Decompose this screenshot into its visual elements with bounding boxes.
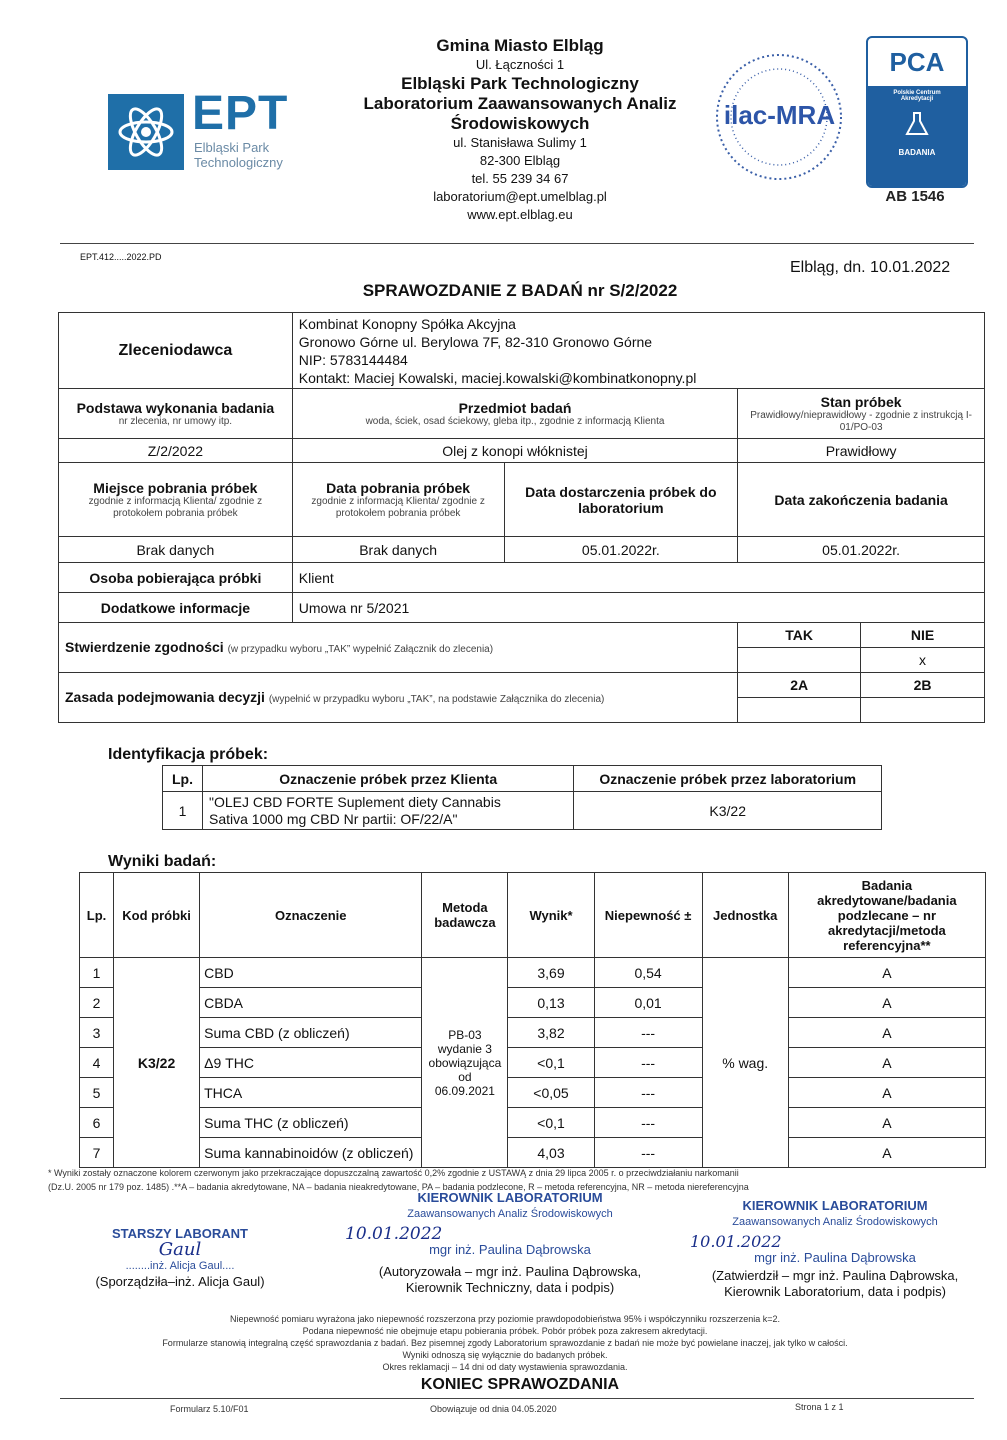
decision-2b: 2B <box>861 673 985 698</box>
ident-title: Identyfikacja próbek: <box>108 746 269 763</box>
res-niep: 0,54 <box>594 958 702 988</box>
signature-caption-2: Kierownik Laboratorium, data i podpis) <box>724 1284 946 1299</box>
res-wyn: 3,82 <box>508 1018 594 1048</box>
extra-info-label: Dodatkowe informacje <box>59 593 293 623</box>
res-ozn: THCA <box>200 1078 422 1108</box>
subject-value: Olej z konopi włóknistej <box>292 439 737 463</box>
res-akr: A <box>788 958 985 988</box>
conformity-nie: NIE <box>861 623 985 648</box>
res-wyn: 0,13 <box>508 988 594 1018</box>
footer-divider <box>60 1398 974 1399</box>
signer-name: ........inż. Alicja Gaul.... <box>125 1260 235 1272</box>
res-lp: 1 <box>80 958 114 988</box>
results-note-1: * Wyniki zostały oznaczone kolorem czerwonym jako przekraczające dopuszczalną zawartość 0,2% zgodnie z USTAWĄ z dnia 29 lipca 2005 r. o przeciwdziałaniu narkomanii <box>48 1168 739 1178</box>
res-h-niep: Niepewność ± <box>594 873 702 958</box>
sample-date-label: Data pobrania próbek zgodnie z informacją Klienta/ zgodnie z protokołem pobrania próbek <box>292 463 504 537</box>
res-niep: --- <box>594 1138 702 1168</box>
phone: tel. 55 239 34 67 <box>471 171 569 186</box>
ept-logo <box>108 87 298 172</box>
res-ozn: Suma kannabinoidów (z obliczeń) <box>200 1138 422 1168</box>
org-line-1: Gmina Miasto Elbląg <box>436 36 604 55</box>
conformity-nie-mark: x <box>861 648 985 673</box>
place-label: Miejsce pobrania próbek zgodnie z informacją Klienta/ zgodnie z protokołem pobrania próbek <box>59 463 293 537</box>
res-wyn: <0,1 <box>508 1108 594 1138</box>
report-title: SPRAWOZDANIE Z BADAŃ nr S/2/2022 <box>362 281 678 300</box>
stamp-subtitle: Zaawansowanych Analiz Środowiskowych <box>407 1208 613 1220</box>
res-h-met: Metoda badawcza <box>422 873 508 958</box>
footer-notes: Niepewność pomiaru wyrażona jako niepewność rozszerzona przy poziomie prawdopodobieństwa 95% i współczynniku rozszerzenia k=2. Podana niepewność nie obejmuje etapu pobierania próbek. Pobór próbek poza zakresem akredytacji. Formularze stanowią integralną część sprawozdania z badań. Bez pisemnej zgody Laboratorium sprawozdanie z badań nie może być powielane inaczej, jak tylko w całości. Wyniki odnoszą się wyłącznie do badanych próbek. Okres reklamacji – 14 dni od daty wystawienia sprawozdania. <box>162 1314 848 1372</box>
stamp-starszy-laborant: STARSZY LABORANT <box>111 1226 249 1241</box>
res-akr: A <box>788 1138 985 1168</box>
res-niep: --- <box>594 1108 702 1138</box>
res-wyn: <0,1 <box>508 1048 594 1078</box>
sample-date-value: Brak danych <box>292 537 504 563</box>
pca-sub-2: Akredytacji <box>900 96 934 102</box>
decision-2a: 2A <box>738 673 861 698</box>
end-date-value: 05.01.2022r. <box>738 537 985 563</box>
res-lp: 2 <box>80 988 114 1018</box>
res-akr: A <box>788 1108 985 1138</box>
res-ozn: Suma CBD (z obliczeń) <box>200 1018 422 1048</box>
delivery-date-value: 05.01.2022r. <box>504 537 738 563</box>
basis-label: Podstawa wykonania badania nr zlecenia, nr umowy itp. <box>59 389 293 439</box>
stamp-subtitle: Zaawansowanych Analiz Środowiskowych <box>732 1216 938 1228</box>
org-line-3: Elbląski Park Technologiczny <box>401 74 639 93</box>
ilac-mra-logo <box>712 50 847 185</box>
res-kod: K3/22 <box>114 958 200 1168</box>
website: www.ept.elblag.eu <box>467 207 573 222</box>
res-lp: 7 <box>80 1138 114 1168</box>
handwritten-date: 10.01.2022 <box>345 1224 443 1244</box>
results-title: Wyniki badań: <box>108 853 217 870</box>
res-akr: A <box>788 1018 985 1048</box>
res-niep: --- <box>594 1018 702 1048</box>
org-line-2: Ul. Łączności 1 <box>475 57 565 72</box>
page-number: Strona 1 z 1 <box>795 1402 844 1412</box>
signature-caption-1: (Zatwierdził – mgr inż. Paulina Dąbrowska, <box>711 1268 959 1283</box>
email: laboratorium@ept.umelblag.pl <box>433 189 607 204</box>
signature-caption: (Sporządziła–inż. Alicja Gaul) <box>95 1274 265 1289</box>
form-number: Formularz 5.10/F01 <box>170 1404 249 1414</box>
results-note-2: (Dz.U. 2005 nr 179 poz. 1485) .**A – badania akredytowane, NA – badania nieakredytowane, PA – badania podzlecone, R – metoda referencyjna, NR – metoda niereferencyjna <box>48 1182 749 1192</box>
client-details: Kombinat Konopny Spółka Akcyjna Gronowo Górne ul. Berylowa 7F, 82-310 Gronowo Górne NIP: 5783144484 Kontakt: Maciej Kowalski, maciej.kowalski@kombinatkonopny.pl <box>292 313 984 389</box>
ept-sub-2: Technologiczny <box>194 155 283 170</box>
res-niep: 0,01 <box>594 988 702 1018</box>
handwritten-date: 10.01.2022 <box>690 1232 782 1251</box>
pca-badania: BADANIA <box>898 148 936 157</box>
ident-lab-mark: K3/22 <box>574 792 882 830</box>
stamp-kierownik: KIEROWNIK LABORATORIUM <box>742 1198 928 1213</box>
end-of-report: KONIEC SPRAWOZDANIA <box>420 1376 620 1393</box>
ept-sub-1: Elbląski Park <box>194 140 270 155</box>
res-niep: --- <box>594 1078 702 1108</box>
ident-h-lp: Lp. <box>163 766 203 792</box>
res-akr: A <box>788 988 985 1018</box>
client-label: Zleceniodawca <box>59 313 293 389</box>
res-lp: 4 <box>80 1048 114 1078</box>
conformity-label: Stwierdzenie zgodności (w przypadku wyboru „TAK” wypełnić Załącznik do zlecenia) <box>59 623 738 673</box>
ident-h-lab: Oznaczenie próbek przez laboratorium <box>574 766 882 792</box>
res-ozn: Δ9 THC <box>200 1048 422 1078</box>
res-lp: 5 <box>80 1078 114 1108</box>
atom-icon <box>108 94 184 170</box>
res-h-kod: Kod próbki <box>114 873 200 958</box>
sampler-value: Klient <box>292 563 984 593</box>
signer-name: mgr inż. Paulina Dąbrowska <box>429 1242 591 1257</box>
res-akr: A <box>788 1048 985 1078</box>
res-ozn: CBD <box>200 958 422 988</box>
signature-authorized <box>345 1190 675 1296</box>
ident-lp: 1 <box>163 792 203 830</box>
res-wyn: <0,05 <box>508 1078 594 1108</box>
results-table <box>79 872 986 1168</box>
delivery-date-label: Data dostarczenia próbek do laboratorium <box>504 463 738 537</box>
address-2: 82-300 Elbląg <box>479 153 561 168</box>
res-h-ozn: Oznaczenie <box>200 873 422 958</box>
ident-h-client: Oznaczenie próbek przez Klienta <box>202 766 573 792</box>
signature-approved <box>690 1198 980 1300</box>
signature-caption-1: (Autoryzowała – mgr inż. Paulina Dąbrowska, <box>378 1264 642 1279</box>
org-line-5: Środowiskowych <box>450 114 590 133</box>
org-line-4: Laboratorium Zaawansowanych Analiz <box>363 94 677 113</box>
basis-value: Z/2/2022 <box>59 439 293 463</box>
flask-icon <box>868 110 966 142</box>
ilac-text: ilac-MRA <box>723 100 836 130</box>
signature-caption-2: Kierownik Techniczny, data i podpis) <box>405 1280 615 1295</box>
pca-sub-1: Polskie Centrum <box>893 90 941 96</box>
res-niep: --- <box>594 1048 702 1078</box>
subject-label: Przedmiot badań woda, ściek, osad ściekowy, gleba itp., zgodnie z informacją Klienta <box>292 389 737 439</box>
res-h-lp: Lp. <box>80 873 114 958</box>
conformity-tak: TAK <box>738 623 861 648</box>
report-info-table <box>58 312 985 723</box>
place-value: Brak danych <box>59 537 293 563</box>
header-divider <box>60 243 974 244</box>
res-wyn: 3,69 <box>508 958 594 988</box>
end-date-label: Data zakończenia badania <box>738 463 985 537</box>
res-lp: 6 <box>80 1108 114 1138</box>
res-ozn: Suma THC (z obliczeń) <box>200 1108 422 1138</box>
sampler-label: Osoba pobierająca próbki <box>59 563 293 593</box>
accreditation-number: AB 1546 <box>885 188 945 205</box>
ident-client-mark: "OLEJ CBD FORTE Suplement diety Cannabis Sativa 1000 mg CBD Nr partii: OF/22/A" <box>202 792 573 830</box>
res-wyn: 4,03 <box>508 1138 594 1168</box>
pca-text: PCA <box>889 47 945 77</box>
handwritten-signature: Gaul <box>158 1239 202 1260</box>
res-akr: A <box>788 1078 985 1108</box>
conformity-tak-mark <box>738 648 861 673</box>
signer-name: mgr inż. Paulina Dąbrowska <box>754 1250 916 1265</box>
res-metoda: PB-03 wydanie 3 obowiązująca od 06.09.2021 <box>422 958 508 1168</box>
ident-table <box>162 765 882 830</box>
valid-from: Obowiązuje od dnia 04.05.2020 <box>430 1404 557 1414</box>
state-label: Stan próbek Prawidłowy/nieprawidłowy - zgodnie z instrukcją I-01/PO-03 <box>738 389 985 439</box>
res-jednostka: % wag. <box>702 958 788 1168</box>
res-h-jedn: Jednostka <box>702 873 788 958</box>
res-h-akr: Badania akredytowane/badania podzlecane – nr akredytacji/metoda referencyjna** <box>788 873 985 958</box>
ept-logo-text: EPT <box>192 87 289 140</box>
extra-info-value: Umowa nr 5/2021 <box>292 593 984 623</box>
decision-label: Zasada podejmowania decyzji (wypełnić w przypadku wyboru „TAK”, na podstawie Załącznika do zlecenia) <box>59 673 738 723</box>
report-date: Elbląg, dn. 10.01.2022 <box>790 259 951 276</box>
res-lp: 3 <box>80 1018 114 1048</box>
pca-logo <box>866 36 968 188</box>
signature-prepared <box>70 1226 290 1290</box>
state-value: Prawidłowy <box>738 439 985 463</box>
doc-number: EPT.412.....2022.PD <box>80 252 162 262</box>
res-ozn: CBDA <box>200 988 422 1018</box>
lab-header <box>330 36 710 224</box>
stamp-kierownik: KIEROWNIK LABORATORIUM <box>417 1190 603 1205</box>
address-1: ul. Stanisława Sulimy 1 <box>453 135 587 150</box>
res-h-wyn: Wynik* <box>508 873 594 958</box>
